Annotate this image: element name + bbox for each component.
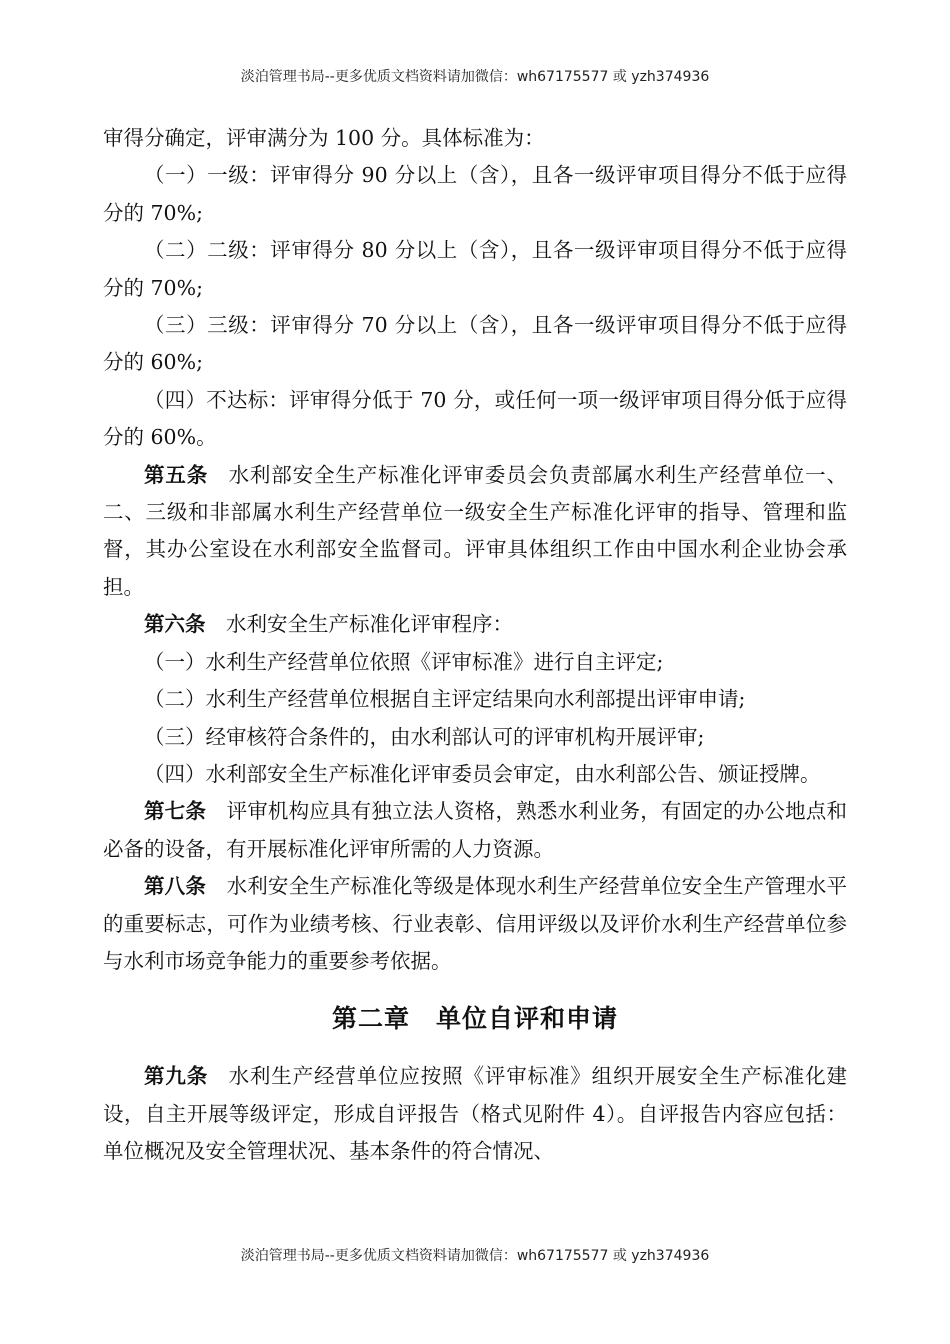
article-6-title: 第六条 — [144, 612, 206, 637]
chapter-heading: 第二章 单位自评和申请 — [331, 1004, 618, 1034]
article-9-title: 第九条 — [144, 1064, 209, 1089]
grade-not-qualified: （四）不达标：评审得分低于 70 分，或任何一项一级评审项目得分低于应得分的 60%。 — [103, 387, 847, 450]
article-9-text: 水利生产经营单位应按照《评审标准》组织开展安全生产标准化建设，自主开展等级评定，形成自评报告（格式见附件 4）。自评报告内容应包括：单位概况及安全管理状况、基本条件的符合情况、 — [103, 1064, 848, 1164]
article-9 — [103, 1058, 847, 1170]
article-7-text: 评审机构应具有独立法人资格，熟悉水利业务，有固定的办公地点和必备的设备，有开展标准化评审所需的人力资源。 — [103, 799, 847, 861]
page-header: 淡泊管理书局--更多优质文档资料请加微信：wh67175577 或 yzh374936 — [240, 69, 710, 85]
article-5-text: 水利部安全生产标准化评审委员会负责部属水利生产经营单位一、二、三级和非部属水利生产经营单位一级安全生产标准化评审的指导、管理和监督，其办公室设在水利部安全监督司。评审具体组织工作由中国水利企业协会承担。 — [103, 462, 848, 599]
article-8-title: 第八条 — [144, 874, 207, 899]
page-footer: 淡泊管理书局--更多优质文档资料请加微信：wh67175577 或 yzh374936 — [240, 1248, 710, 1264]
article-6-item-2: （二）水利生产经营单位根据自主评定结果向水利部提出评审申请; — [144, 687, 746, 712]
article-6-item-1: （一）水利生产经营单位依照《评审标准》进行自主评定; — [144, 649, 664, 674]
article-5-title: 第五条 — [144, 462, 209, 487]
article-6 — [103, 606, 847, 643]
article-7 — [103, 793, 847, 868]
article-7-title: 第七条 — [144, 799, 207, 824]
paragraph-continuation: 审得分确定，评审满分为 100 分。具体标准为： — [103, 126, 545, 150]
grade-level-3: （三）三级：评审得分 70 分以上（含），且各一级评审项目得分不低于应得分的 60%; — [103, 313, 847, 375]
article-5 — [103, 457, 847, 607]
article-6-item-3: （三）经审核符合条件的，由水利部认可的评审机构开展评审; — [144, 724, 705, 749]
article-6-item-4: （四）水利部安全生产标准化评审委员会审定，由水利部公告、颁证授牌。 — [144, 761, 821, 786]
grade-level-1: （一）一级：评审得分 90 分以上（含），且各一级评审项目得分不低于应得分的 70%; — [103, 163, 847, 225]
article-6-text: 水利安全生产标准化评审程序： — [226, 612, 513, 637]
article-8-text: 水利安全生产标准化等级是体现水利生产经营单位安全生产管理水平的重要标志，可作为业绩考核、行业表彰、信用评级以及评价水利生产经营单位参与水利市场竞争能力的重要参考依据。 — [103, 874, 847, 973]
article-8 — [103, 868, 847, 980]
document-body — [103, 120, 847, 1171]
grade-level-2: （二）二级：评审得分 80 分以上（含），且各一级评审项目得分不低于应得分的 70%; — [103, 238, 847, 300]
